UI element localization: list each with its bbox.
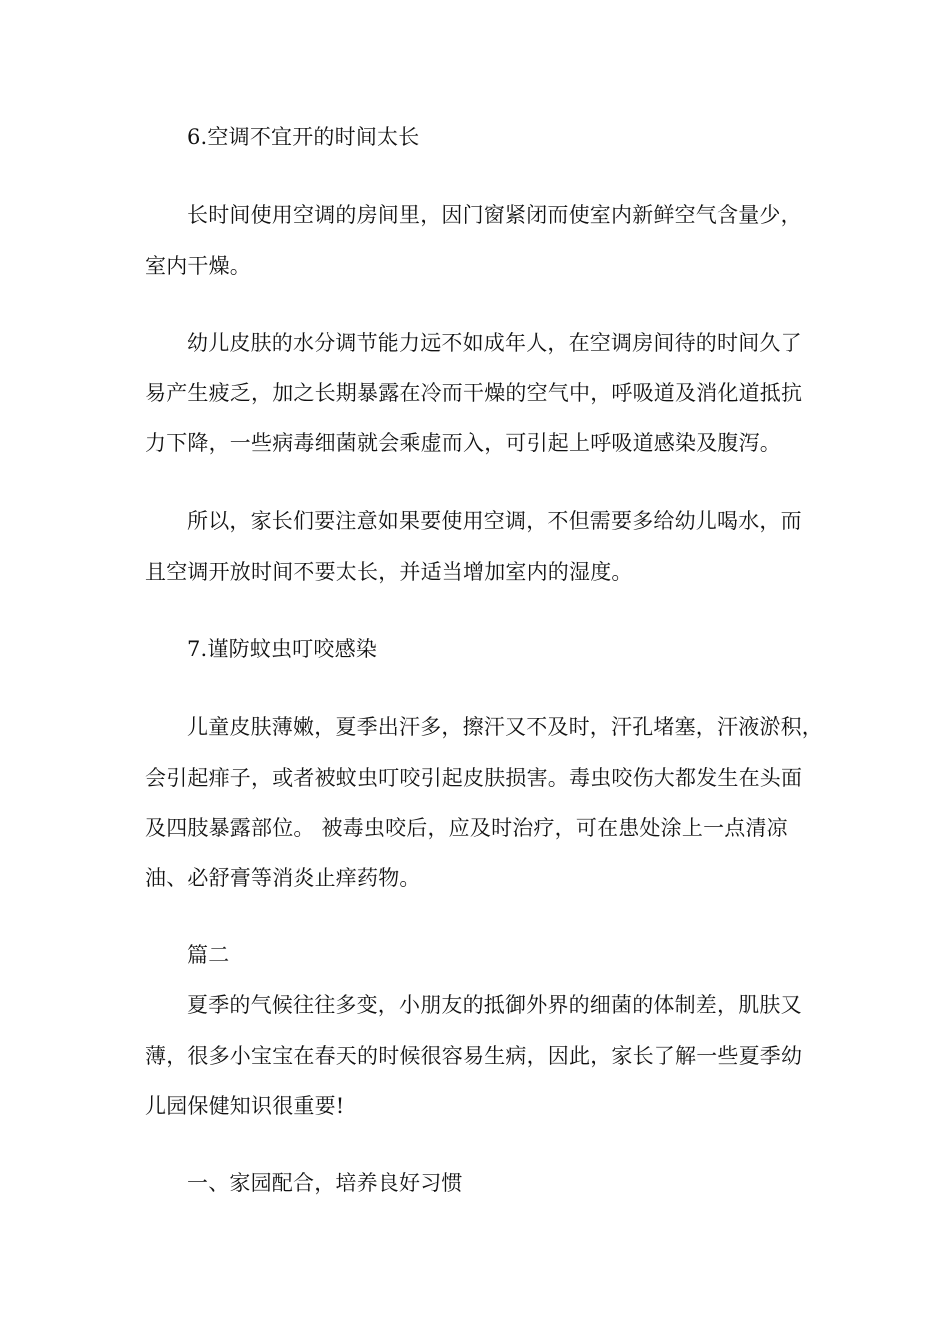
paragraph-line: 儿园保健知识很重要! (145, 1094, 345, 1118)
paragraph-line: 会引起痱子，或者被蚊虫叮咬引起皮肤损害。毒虫咬伤大都发生在头面 (145, 766, 803, 790)
paragraph-line: 幼儿皮肤的水分调节能力远不如成年人，在空调房间待的时间久了 (187, 331, 802, 355)
paragraph-line: 且空调开放时间不要太长，并适当增加室内的湿度。 (145, 560, 633, 584)
paragraph-line: 易产生疲乏，加之长期暴露在冷而干燥的空气中，呼吸道及消化道抵抗 (145, 381, 803, 405)
paragraph-line: 力下降，一些病毒细菌就会乘虚而入，可引起上呼吸道感染及腹泻。 (145, 431, 781, 455)
heading-section-1: 一、家园配合，培养良好习惯 (187, 1171, 463, 1195)
paragraph-line: 长时间使用空调的房间里，因门窗紧闭而使室内新鲜空气含量少， (187, 203, 802, 227)
paragraph-line: 薄，很多小宝宝在春天的时候很容易生病，因此，家长了解一些夏季幼 (145, 1044, 803, 1068)
heading-item-6: 6.空调不宜开的时间太长 (187, 125, 420, 149)
paragraph-line: 及四肢暴露部位。 被毒虫咬后，应及时治疗，可在患处涂上一点清凉 (145, 816, 788, 840)
paragraph-line: 夏季的气候往往多变，小朋友的抵御外界的细菌的体制差，肌肤又 (187, 993, 802, 1017)
paragraph-line: 油、必舒膏等消炎止痒药物。 (145, 866, 421, 890)
paragraph-line: 儿童皮肤薄嫩，夏季出汗多，擦汗又不及时，汗孔堵塞，汗液淤积， (187, 715, 823, 739)
paragraph-line: 所以，家长们要注意如果要使用空调，不但需要多给幼儿喝水，而 (187, 509, 802, 533)
section-label: 篇二 (187, 943, 230, 967)
heading-item-7: 7.谨防蚊虫叮咬感染 (187, 637, 378, 661)
paragraph-line: 室内干燥。 (145, 254, 251, 278)
